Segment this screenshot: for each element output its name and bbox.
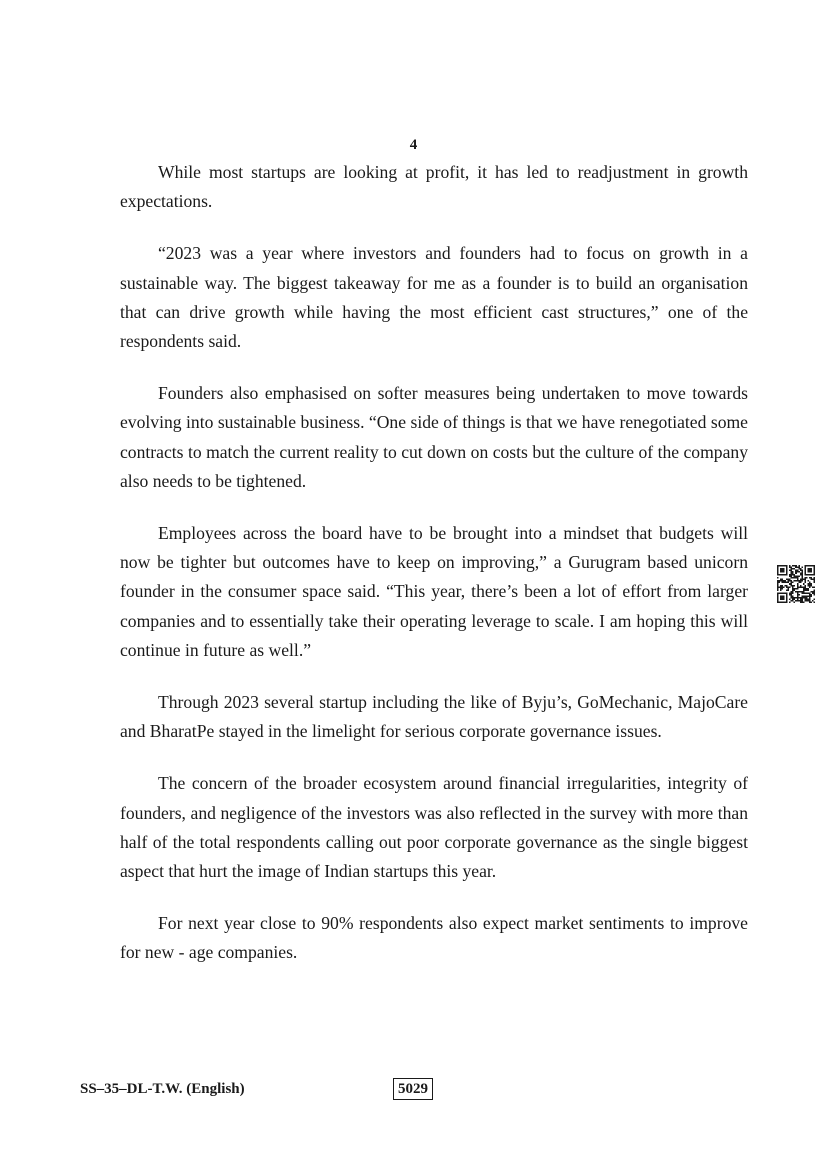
page-number: 4 <box>409 137 418 153</box>
paragraph-4: Employees across the board have to be brought into a mindset that budgets will now be tighter but outcomes have to keep on improving,” a Gurugram based unicorn founder in the consumer space said. “This year, there’s been a lot of effort from larger companies and to essentially take their operating leverage to scale. I am hoping this will continue in future as well.” <box>120 523 748 660</box>
qr-code-icon <box>777 565 815 603</box>
footer-page-box: 5029 <box>393 1078 433 1100</box>
paragraph-7: For next year close to 90% respondents also expect market sentiments to improve for new - age companies. <box>120 913 748 963</box>
paragraph-2: “2023 was a year where investors and founders had to focus on growth in a sustainable way. The biggest takeaway for me as a founder is to build an organisation that can drive growth while having the most efficient cast structures,” one of the respondents said. <box>120 243 748 352</box>
paragraph-3: Founders also emphasised on softer measures being undertaken to move towards evolving into sustainable business. “One side of things is that we have renegotiated some contracts to match the current reality to cut down on costs but the culture of the company also needs to be tightened. <box>120 383 748 491</box>
paragraph-1: While most startups are looking at profit, it has led to readjustment in growth expectations. <box>120 162 748 212</box>
footer-code: SS–35–DL-T.W. (English) <box>80 1081 245 1097</box>
paragraph-6: The concern of the broader ecosystem around financial irregularities, integrity of founders, and negligence of the investors was also reflected in the survey with more than half of the total respondents calling out poor corporate governance as the single biggest aspect that hurt the image of Indian startups this year. <box>120 773 748 882</box>
body-text <box>120 158 748 991</box>
paragraph-5: Through 2023 several startup including the like of Byju’s, GoMechanic, MajoCare and BharatPe stayed in the limelight for serious corporate governance issues. <box>120 692 748 742</box>
